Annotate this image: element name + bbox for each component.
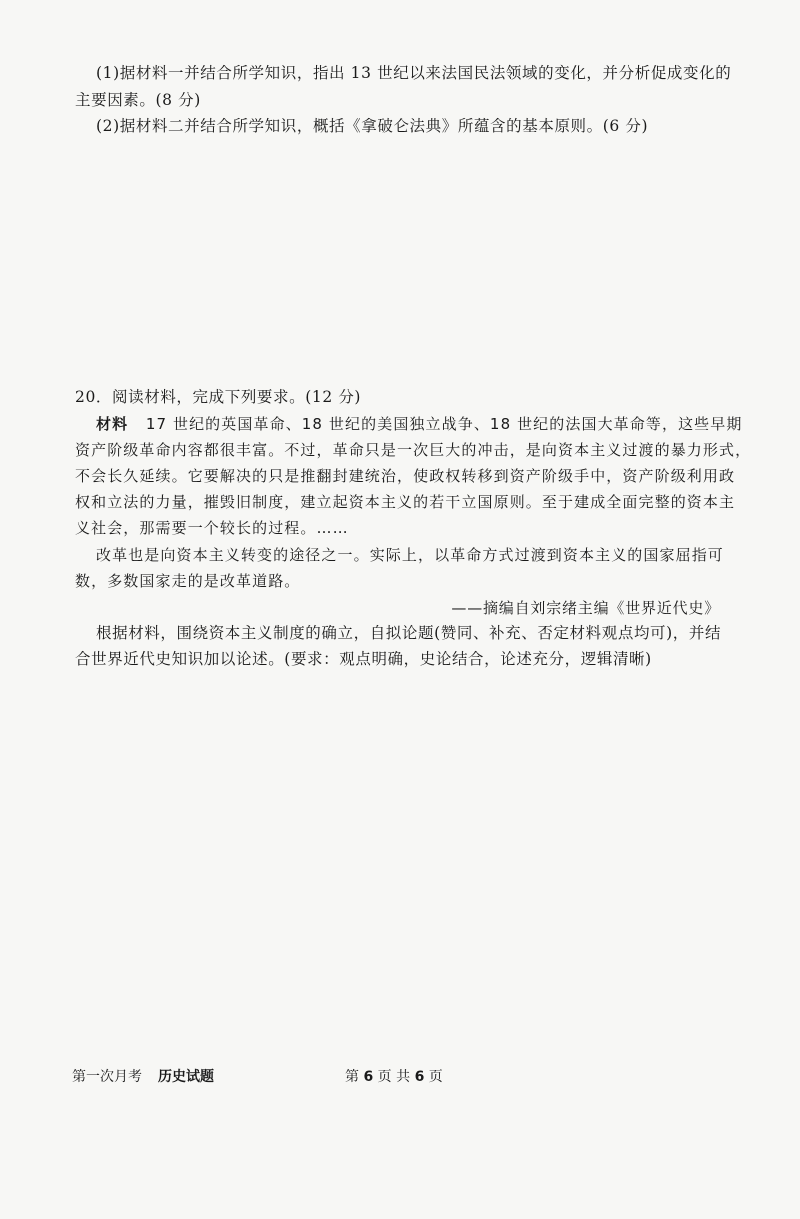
q19-part2-line1: (2)据材料二并结合所学知识，概括《拿破仑法典》所蕴含的基本原则。(6 分) xyxy=(96,117,649,135)
q20-material-line2: 资产阶级革命内容都很丰富。不过，革命只是一次巨大的冲击，是向资本主义过渡的暴力形式， xyxy=(75,441,752,459)
footer-exam-info xyxy=(72,1067,214,1087)
footer-page-number xyxy=(345,1067,443,1087)
q20-material-line1 xyxy=(96,412,742,436)
page-total: 6 xyxy=(414,1069,425,1085)
q20-header: 20．阅读材料，完成下列要求。(12 分) xyxy=(75,388,362,406)
q20-material-line4: 权和立法的力量，摧毁旧制度，建立起资本主义的若干立国原则。至于建成全面完整的资本主 xyxy=(75,493,736,511)
material-label: 材料 xyxy=(96,415,129,433)
page-mid: 页 共 xyxy=(377,1069,411,1085)
q19-part1-line1: (1)据材料一并结合所学知识，指出 13 世纪以来法国民法领域的变化，并分析促成变化的 xyxy=(96,64,732,82)
q20-reform-line2: 数，多数国家走的是改革道路。 xyxy=(75,572,301,590)
q20-material-line5: 义社会，那需要一个较长的过程。…… xyxy=(75,519,349,537)
q20-task-line1: 根据材料，围绕资本主义制度的确立，自拟论题(赞同、补充、否定材料观点均可)，并结 xyxy=(96,624,722,642)
q20-reform-line1: 改革也是向资本主义转变的途径之一。实际上，以革命方式过渡到资本主义的国家屈指可 xyxy=(96,546,724,564)
material-text: 17 世纪的英国革命、18 世纪的美国独立战争、18 世纪的法国大革命等，这些早期 xyxy=(145,415,743,433)
q20-material-line3: 不会长久延续。它要解决的只是推翻封建统治，使政权转移到资产阶级手中，资产阶级利用政 xyxy=(75,467,736,485)
page-current: 6 xyxy=(363,1069,374,1085)
q19-part1-line2: 主要因素。(8 分) xyxy=(75,91,201,109)
page-suffix: 页 xyxy=(428,1069,443,1085)
q20-task-line2: 合世界近代史知识加以论述。(要求：观点明确，史论结合，论述充分，逻辑清晰) xyxy=(75,650,652,668)
footer-exam-name: 第一次月考 xyxy=(72,1069,142,1085)
q20-source: ——摘编自刘宗绪主编《世界近代史》 xyxy=(451,599,720,617)
footer-subject: 历史试题 xyxy=(158,1069,214,1085)
page-prefix: 第 xyxy=(345,1069,359,1085)
